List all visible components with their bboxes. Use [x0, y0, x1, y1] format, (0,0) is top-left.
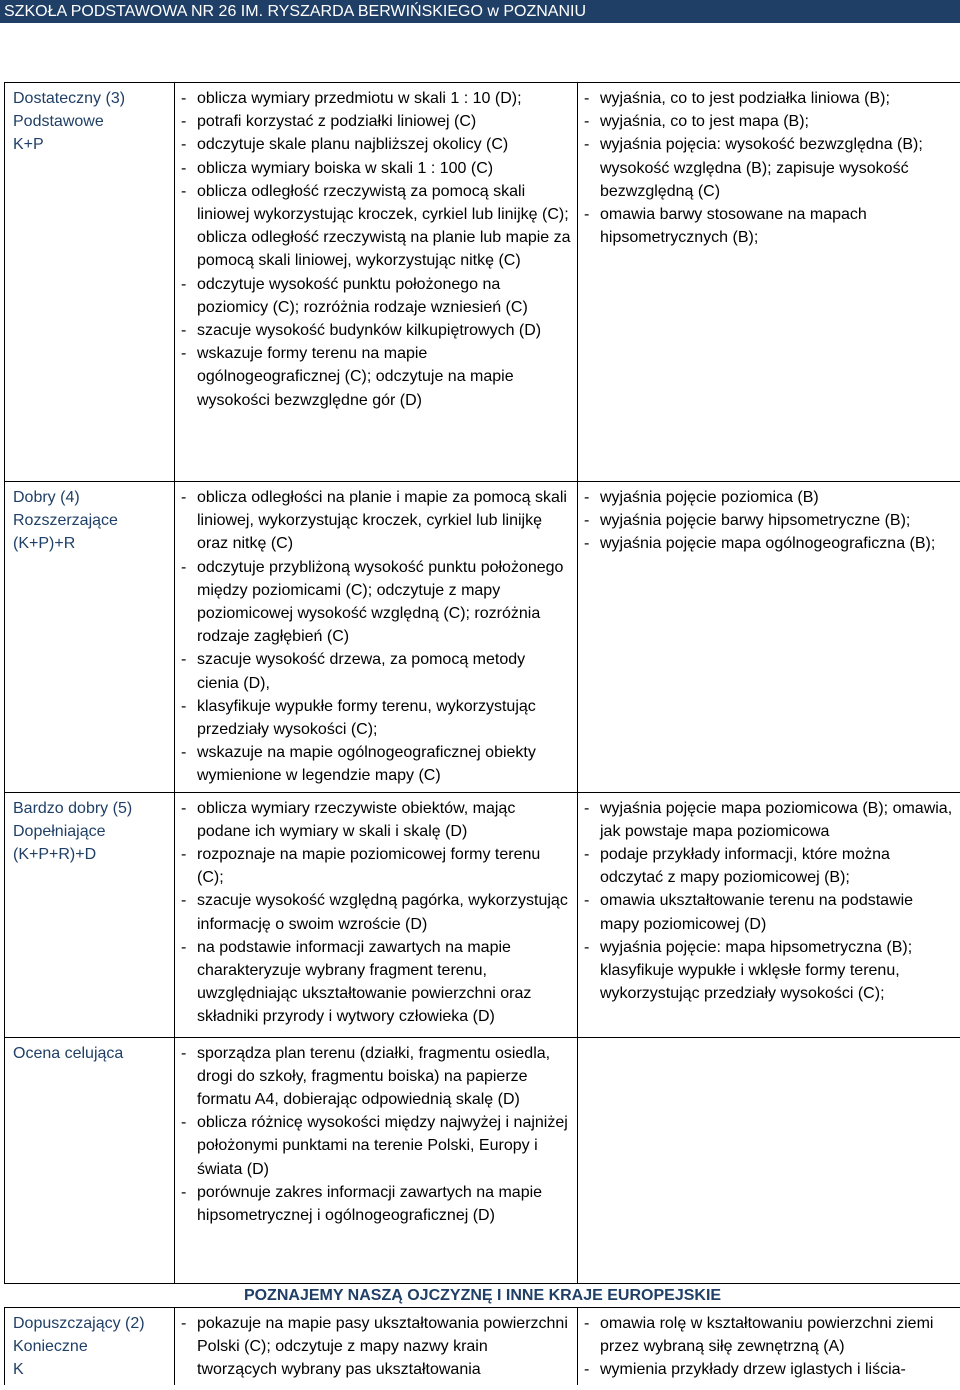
- grade-level-cell: [5, 1307, 175, 1385]
- list-item: - odczytuje skale planu najbliższej okolicy (C): [179, 133, 571, 156]
- list-item: - wyjaśnia pojęcie poziomica (B): [582, 486, 954, 509]
- list-item: - wymienia przykłady drzew iglastych i liścia-: [582, 1358, 954, 1381]
- knowledge-cell: [578, 83, 960, 482]
- skills-cell: [175, 83, 578, 482]
- list-item: - rozpoznaje na mapie poziomicowej formy terenu (C);: [179, 843, 571, 889]
- skills-cell: [175, 1037, 578, 1283]
- knowledge-cell: [578, 1037, 960, 1283]
- school-name: SZKOŁA PODSTAWOWA NR 26 IM. RYSZARDA BERWIŃSKIEGO w POZNANIU: [4, 3, 587, 20]
- list-item: - pokazuje na mapie pasy ukształtowania powierzchni Polski (C); odczytuje z mapy nazwy krain tworzących wybrany pas ukształtowania: [179, 1312, 571, 1382]
- list-item: - wyjaśnia pojęcie barwy hipsometryczne (B);: [582, 509, 954, 532]
- grade-name: Dopuszczający (2): [13, 1314, 145, 1332]
- list-item: - oblicza wymiary boiska w skali 1 : 100 (C): [179, 157, 571, 180]
- section-row: [5, 1283, 960, 1307]
- school-header: [0, 0, 960, 23]
- requirement-level: Rozszerzające: [13, 512, 118, 529]
- table-row: [5, 1037, 960, 1283]
- grade-level-cell: [5, 1037, 175, 1283]
- requirement-level: Dopełniające: [13, 822, 106, 840]
- list-item: - podaje przykłady informacji, które można odczytać z mapy poziomicowej (B);: [582, 843, 954, 889]
- grade-level-cell: [5, 482, 175, 793]
- skills-cell: [175, 792, 578, 1037]
- list-item: - wyjaśnia pojęcie mapa poziomicowa (B); omawia, jak powstaje mapa poziomicowa: [582, 797, 954, 843]
- list-item: - wyjaśnia pojęcia: wysokość bezwzględna (B); wysokość względna (B); zapisuje wysokość bezwzględną (C): [582, 133, 954, 203]
- list-item: - omawia rolę w kształtowaniu powierzchni ziemi przez wybraną siłę zewnętrzną (A): [582, 1312, 954, 1358]
- list-item: - oblicza różnicę wysokości między najwyżej i najniżej położonymi punktami na terenie Polski, Europy i świata (D): [179, 1111, 571, 1181]
- list-item: - wyjaśnia pojęcie: mapa hipsometryczna (B); klasyfikuje wypukłe i wklęsłe formy terenu, wykorzystując przedziały wysokości (C);: [582, 936, 954, 1006]
- grade-name: Bardzo dobry (5): [13, 799, 133, 817]
- table-row: [5, 83, 960, 482]
- requirement-code: K+P: [13, 136, 44, 153]
- list-item: - klasyfikuje wypukłe formy terenu, wykorzystując przedziały wysokości (C);: [179, 695, 571, 741]
- table-row: [5, 482, 960, 793]
- list-item: - wyjaśnia, co to jest podziałka liniowa (B);: [582, 87, 954, 110]
- list-item: - omawia barwy stosowane na mapach hipsometrycznych (B);: [582, 203, 954, 249]
- list-item: - potrafi korzystać z podziałki liniowej (C): [179, 110, 571, 133]
- grade-level-cell: [5, 83, 175, 482]
- grade-level-cell: [5, 792, 175, 1037]
- list-item: - wskazuje na mapie ogólnogeograficznej obiekty wymienione w legendzie mapy (C): [179, 741, 571, 787]
- list-item: - wyjaśnia pojęcie mapa ogólnogeograficzna (B);: [582, 532, 954, 555]
- skills-cell: [175, 1307, 578, 1385]
- section-title: POZNAJEMY NASZĄ OJCZYZNĘ I INNE KRAJE EUROPEJSKIE: [243, 1286, 722, 1304]
- list-item: - oblicza wymiary rzeczywiste obiektów, mając podane ich wymiary w skali i skalę (D): [179, 797, 571, 843]
- table-row: [5, 1307, 960, 1385]
- list-item: - szacuje wysokość drzewa, za pomocą metody cienia (D),: [179, 648, 571, 694]
- list-item: - szacuje wysokość względną pagórka, wykorzystując informację o swoim wzroście (D): [179, 889, 571, 935]
- list-item: - odczytuje wysokość punktu położonego na poziomicy (C); rozróżnia rodzaje wzniesień (C): [179, 273, 571, 319]
- knowledge-cell: [578, 792, 960, 1037]
- requirement-level: Konieczne: [13, 1337, 88, 1355]
- list-item: - wyjaśnia, co to jest mapa (B);: [582, 110, 954, 133]
- knowledge-cell: [578, 1307, 960, 1385]
- knowledge-cell: [578, 482, 960, 793]
- skills-cell: [175, 482, 578, 793]
- table-row: [5, 792, 960, 1037]
- list-item: - na podstawie informacji zawartych na mapie charakteryzuje wybrany fragment terenu, uwzględniając ukształtowanie powierzchni oraz składniki przyrody i wytwory człowieka (D): [179, 936, 571, 1029]
- list-item: - porównuje zakres informacji zawartych na mapie hipsometrycznej i ogólnogeograficznej (D): [179, 1181, 571, 1227]
- list-item: - sporządza plan terenu (działki, fragmentu osiedla, drogi do szkoły, fragmentu boiska) na papierze formatu A4, dobierając odpowiednią skalę (D): [179, 1042, 571, 1112]
- list-item: - szacuje wysokość budynków kilkupiętrowych (D): [179, 319, 571, 342]
- list-item: - omawia ukształtowanie terenu na podstawie mapy poziomicowej (D): [582, 889, 954, 935]
- grade-name: Dobry (4): [13, 489, 80, 506]
- grade-name: Ocena celująca: [13, 1044, 124, 1062]
- list-item: - oblicza odległości na planie i mapie za pomocą skali liniowej, wykorzystując kroczek, cyrkiel lub linijkę oraz nitkę (C): [179, 486, 571, 556]
- requirement-code: K: [13, 1360, 24, 1378]
- list-item: - oblicza wymiary przedmiotu w skali 1 : 10 (D);: [179, 87, 571, 110]
- requirement-code: (K+P)+R: [13, 535, 76, 552]
- requirement-level: Podstawowe: [13, 113, 104, 130]
- requirement-code: (K+P+R)+D: [13, 845, 97, 863]
- list-item: - wskazuje formy terenu na mapie ogólnogeograficznej (C); odczytuje na mapie wysokości bezwzględne gór (D): [179, 342, 571, 412]
- grading-table: [4, 82, 960, 1385]
- list-item: - odczytuje przybliżoną wysokość punktu położonego między poziomicami (C); odczytuje z mapy poziomicowej wysokość względną (C); rozróżnia rodzaje zagłębień (C): [179, 556, 571, 649]
- grade-name: Dostateczny (3): [13, 90, 126, 107]
- list-item: - oblicza odległość rzeczywistą za pomocą skali liniowej wykorzystując kroczek, cyrkiel lub linijkę (C); oblicza odległość rzeczywistą na planie lub mapie za pomocą skali liniowej, wykorzystując nitkę (C): [179, 180, 571, 273]
